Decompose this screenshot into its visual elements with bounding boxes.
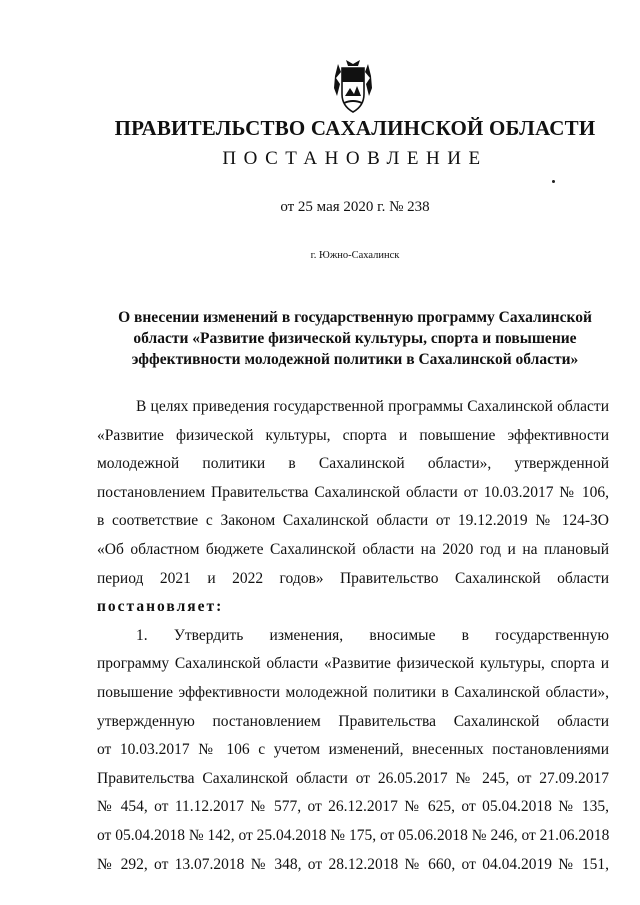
- preamble-paragraph: [97, 393, 609, 622]
- body-line: 1. Утвердить изменения, вносимые в государственную: [136, 626, 609, 644]
- coat-of-arms-icon: [328, 58, 378, 114]
- body-line: утвержденную постановлением Правительства Сахалинской области: [97, 712, 609, 730]
- body-line: № 292, от 13.07.2018 № 348, от 28.12.2018 № 660, от 04.04.2019 № 151,: [97, 855, 609, 873]
- document-type: ПОСТАНОВЛЕНИЕ: [222, 148, 488, 169]
- government-name: ПРАВИТЕЛЬСТВО САХАЛИНСКОЙ ОБЛАСТИ: [114, 116, 596, 140]
- body-line: «Развитие физической культуры, спорта и повышение эффективности: [97, 426, 609, 444]
- body-line: Правительства Сахалинской области от 26.05.2017 № 245, от 27.09.2017: [97, 769, 609, 787]
- body-line: «Об областном бюджете Сахалинской области на 2020 год и на плановый: [97, 540, 609, 558]
- issue-place: г. Южно-Сахалинск: [310, 250, 400, 261]
- document-date-number: от 25 мая 2020 г. № 238: [280, 199, 430, 215]
- subject-line: О внесении изменений в государственную программу Сахалинской: [118, 309, 592, 326]
- resolves-keyword: постановляет:: [97, 598, 224, 616]
- document-body: [97, 393, 609, 879]
- body-line: постановлением Правительства Сахалинской области от 10.03.2017 № 106,: [97, 483, 609, 501]
- body-line: от 10.03.2017 № 106 с учетом изменений, внесенных постановлениями: [97, 741, 609, 759]
- body-line: от 05.04.2018 № 142, от 25.04.2018 № 175, от 05.06.2018 № 246, от 21.06.2018: [97, 826, 610, 844]
- subject-line: области «Развитие физической культуры, спорта и повышение: [133, 330, 577, 347]
- body-line: программу Сахалинской области «Развитие физической культуры, спорта и: [97, 655, 609, 673]
- body-line: повышение эффективности молодежной политики в Сахалинской области»,: [97, 683, 609, 701]
- subject-line: эффективности молодежной политики в Сахалинской области»: [131, 351, 579, 368]
- body-line: в соответствие с Законом Сахалинской области от 19.12.2019 № 124-ЗО: [97, 512, 609, 530]
- scan-speck: [552, 180, 555, 183]
- body-line: № 454, от 11.12.2017 № 577, от 26.12.2017 № 625, от 05.04.2018 № 135,: [97, 798, 609, 816]
- body-line: период 2021 и 2022 годов» Правительство Сахалинской области: [97, 569, 609, 587]
- document-subject: [105, 307, 605, 370]
- body-line: молодежной политики в Сахалинской области», утвержденной: [97, 455, 609, 473]
- body-line: В целях приведения государственной программы Сахалинской области: [136, 398, 609, 415]
- item-1-paragraph: [97, 622, 609, 879]
